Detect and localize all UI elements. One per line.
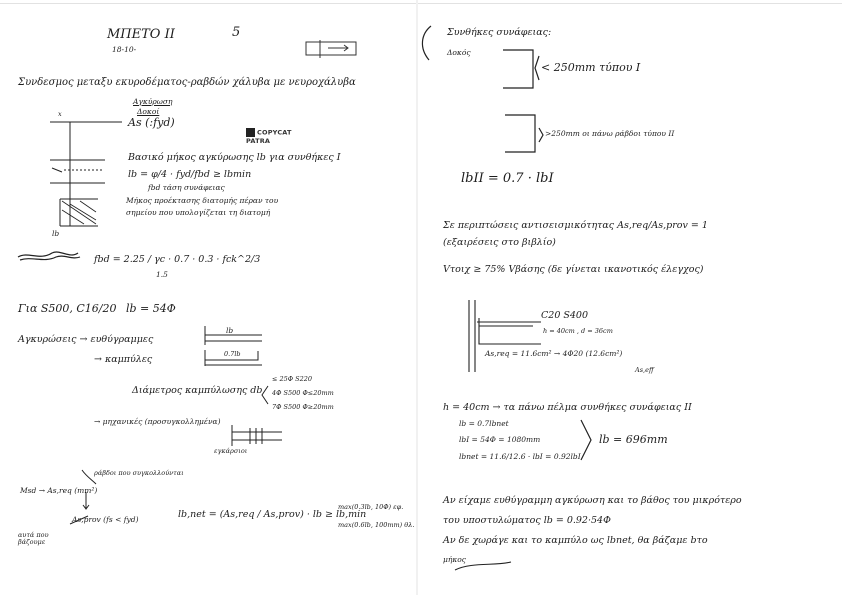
welded-label: εγκάρσιοι [214,447,248,455]
seismic-line-2: (εξαιρέσεις στο βιβλίο) [443,237,556,248]
beam-label: Δοκός [447,48,471,57]
margin-curve [422,26,431,60]
walls-condition: Vτοιχ ≥ 75% Vβάσης (δε γίνεται ικανοτικός έλεγχος) [443,264,704,275]
scribble [18,252,80,260]
mandrel-row-1: ≤ 25Φ S220 [272,375,313,383]
eq-lb-net-ratio: lbnet = 11.6/12.6 · lbΙ = 0.92lbΙ [459,452,581,461]
lb-value: lb = 54Φ [126,302,176,315]
seismic-line-1: Σε περιπτώσεις αντισεισμικότητας As,req/As,prov = 1 [443,220,708,231]
anchorage-sketch [50,122,122,226]
extension-note-2: σημείου που υπολογίζεται τη διατομή [126,208,271,217]
stamp-text: COPYCAT PATRA [246,128,292,145]
stamp-logo-icon [246,128,255,137]
column-beam-sketch [469,300,541,372]
mandrel-row-2: 4Φ S500 Φ≤20mm [272,389,334,397]
eq-lb-net: lb = 0.7lbnet [459,419,509,428]
h40-note: h = 40cm → τα πάνω πέλμα συνθήκες συνάφειας ΙΙ [443,402,692,413]
lb-formula: lb = φ/4 · fyd/fbd ≥ lbmin [128,169,252,180]
mandrel-diameter: Διάμετρος καμπύλωσης db [132,385,263,396]
sticking-bars: ράβδοι που συγκολλούνται [94,469,184,477]
type1-condition: < 250mm τύπου Ι [541,61,641,74]
mandrel-row-3: 7Φ S500 Φ≥20mm [272,403,334,411]
lb-relation: lbΙΙ = 0.7 · lbΙ [461,171,554,186]
welded-bars-sketch [232,425,282,446]
copycat-stamp [246,128,310,145]
note-line-1: Αν είχαμε ευθύγραμμη αγκύρωση και το βάθος του μικρότερο [443,495,742,506]
lbnet-formula: lb,net = (As,req / As,prov) · lb ≥ lb,min [178,509,367,520]
lecture-date: 18-10- [112,45,137,54]
note-line-2: του υποστυλώματος lb = 0.92·54Φ [443,515,611,526]
anchorages-straight: Αγκυρώσεις → ευθύγραμμες [18,334,154,345]
note-line-4: μήκος [443,555,467,564]
notes-title: ΜΠΕΤΟ ΙΙ [107,27,175,42]
section-heading: Συνδεσμος μεταξυ εκυροδέματος-ραβδών χάλυβα με νευροχάλυβα [18,77,356,88]
basic-length-text: Βασικό μήκος αγκύρωσης lb για συνθήκες Ι [128,152,341,163]
top-right-doodle [306,40,356,58]
steel-case: Για S500, C16/20 [18,302,117,315]
as-eff-label: As,eff [635,366,654,374]
bond-conditions-title: Συνθήκες συνάφειας: [447,27,552,38]
type2-condition: >250mm οι πάνω ράβδοι τύπου ΙΙ [545,129,675,138]
note-line-3: Αν δε χωράγε και το καμπύλο ως lbnet, θα βάζαμε bτο [443,535,708,546]
straight-lb-label: lb [226,326,234,335]
as-label: As (:fyd) [128,116,175,129]
eq-lb-I: lbΙ = 54Φ = 1080mm [459,435,541,444]
right-page [421,0,842,595]
fbd-formula: fbd = 2.25 / γc · 0.7 · 0.3 · fck^2/3 [94,254,261,265]
section-dims: h = 40cm , d = 36cm [543,327,613,335]
lbmin-compression: max(0.6lb, 100mm) θλ. [338,521,415,529]
mandrel-brace [262,386,268,404]
mechanical-anchorage: → μηχανικές (προσυγκολλημένα) [94,417,221,426]
msd-formula: Msd → As,req (mm²) [20,486,98,495]
sketch-lb-label: lb [52,229,60,238]
page-number: 5 [232,25,241,40]
extension-note-1: Μήκος προέκτασης διατομής πέραν του [126,196,279,205]
straight-anchorage-sketch [205,326,262,345]
result-brace [581,420,591,460]
placed-note: αυτά που βάζουμε [18,531,49,546]
fbd-note: fbd τάση συνάφειας [148,183,225,192]
beam-type1-sketch [503,50,539,88]
x-mark: x [58,110,62,118]
anchorages-hooks: → καμπύλες [94,354,153,365]
materials-label: C20 S400 [541,310,589,321]
hook-lb-label: 0.7lb [224,350,241,358]
as-prov-label: As,prov (fs < fyd) [72,515,139,524]
as-req-line: As,req = 11.6cm² → 4Φ20 (12.6cm²) [485,349,623,358]
beams-label: Δοκοί [137,107,160,116]
lb-result: lb = 696mm [599,433,668,446]
lbmin-tension: max(0.3lb, 10Φ) εφ. [338,503,404,511]
gamma-value: 1.5 [156,270,168,279]
beam-type2-sketch [505,115,543,152]
anchorage-label: Αγκύρωση [133,97,173,106]
